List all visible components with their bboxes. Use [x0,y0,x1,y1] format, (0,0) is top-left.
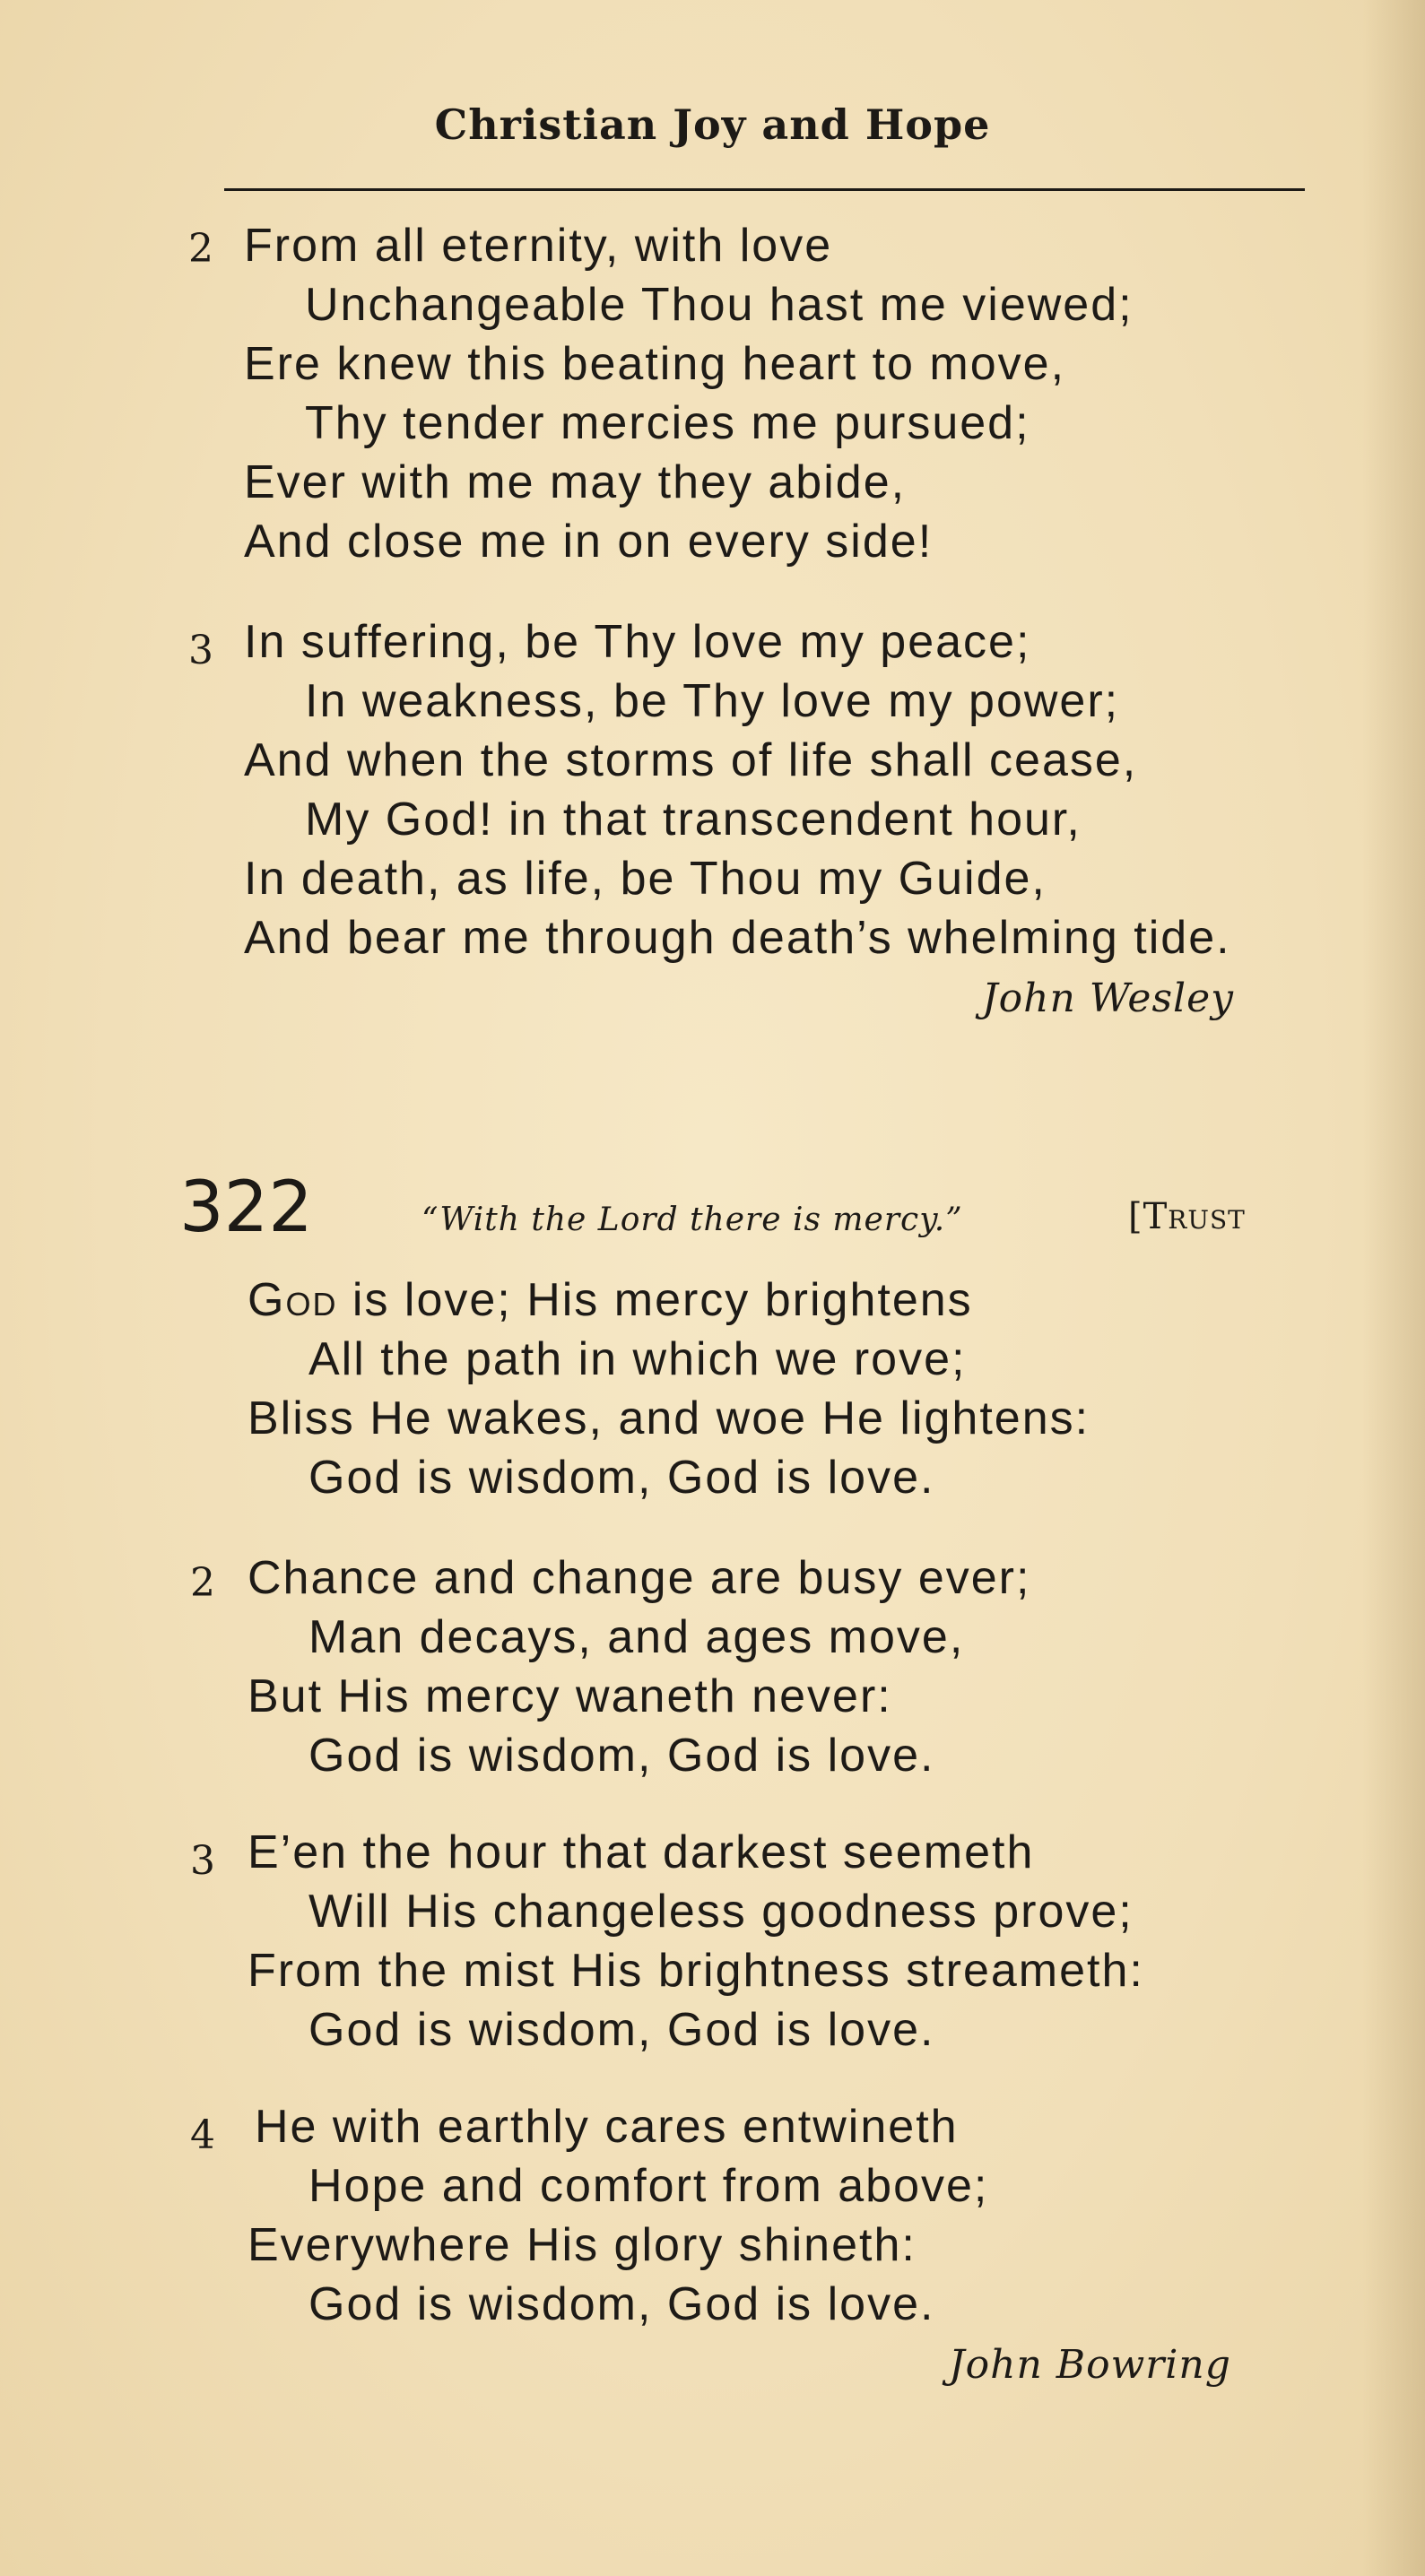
stanza-number: 3 [188,628,213,673]
verse-line: God is wisdom, God is love. [308,1452,935,1504]
verse-line: Everywhere His glory shineth: [248,2219,917,2271]
running-header: Christian Joy and Hope [434,100,991,149]
stanza-number: 2 [190,1560,215,1606]
verse-line: From the mist His brightness streameth: [248,1945,1144,1997]
verse-line: From all eternity, with love [244,220,833,272]
verse-line: Chance and change are busy ever; [248,1552,1031,1604]
verse-line: Ever with me may they abide, [244,456,907,508]
verse-line: E’en the hour that darkest seemeth [248,1826,1035,1878]
verse-line: All the path in which we rove; [308,1333,967,1385]
verse-line: My God! in that transcendent hour, [305,794,1082,846]
verse-line: God is wisdom, God is love. [308,2278,935,2330]
verse-line: Ere knew this beating heart to move, [244,338,1066,390]
verse-line: In suffering, be Thy love my peace; [244,616,1031,668]
tune-name: [Trust [1128,1196,1246,1237]
verse-line: But His mercy waneth never: [248,1670,892,1722]
verse-line: In death, as life, be Thou my Guide, [244,853,1047,905]
verse-line: In weakness, be Thy love my power; [305,675,1120,727]
verse-line: Bliss He wakes, and woe He lightens: [248,1392,1090,1444]
stanza-number: 2 [188,226,213,272]
verse-line-first [248,1274,973,1326]
verse-line: And close me in on every side! [244,516,934,568]
verse-line: Will His changeless goodness prove; [308,1886,1134,1938]
hymn-motto: “With the Lord there is mercy.” [421,1201,963,1238]
first-line-rest: is love; His mercy brightens [352,1274,973,1326]
stanza-number: 4 [190,2112,215,2158]
verse-line: Man decays, and ages move, [308,1611,965,1663]
page-edge-shadow [1362,0,1425,2576]
verse-line: Hope and comfort from above; [308,2160,989,2212]
verse-line: And bear me through death’s whelming tide. [244,912,1231,964]
hymn2-author: John Bowring [949,2342,1231,2388]
verse-line: And when the storms of life shall cease, [244,734,1138,786]
verse-line: Thy tender mercies me pursued; [305,397,1030,449]
verse-line: Unchangeable Thou hast me viewed; [305,279,1134,331]
hymn1-author: John Wesley [982,976,1235,1021]
header-rule [224,188,1305,191]
first-word: God [248,1274,338,1326]
verse-line: He with earthly cares entwineth [255,2101,959,2153]
verse-line: God is wisdom, God is love. [308,2004,935,2056]
stanza-number: 3 [190,1838,215,1884]
hymn-number: 322 [179,1167,313,1248]
verse-line: God is wisdom, God is love. [308,1730,935,1782]
